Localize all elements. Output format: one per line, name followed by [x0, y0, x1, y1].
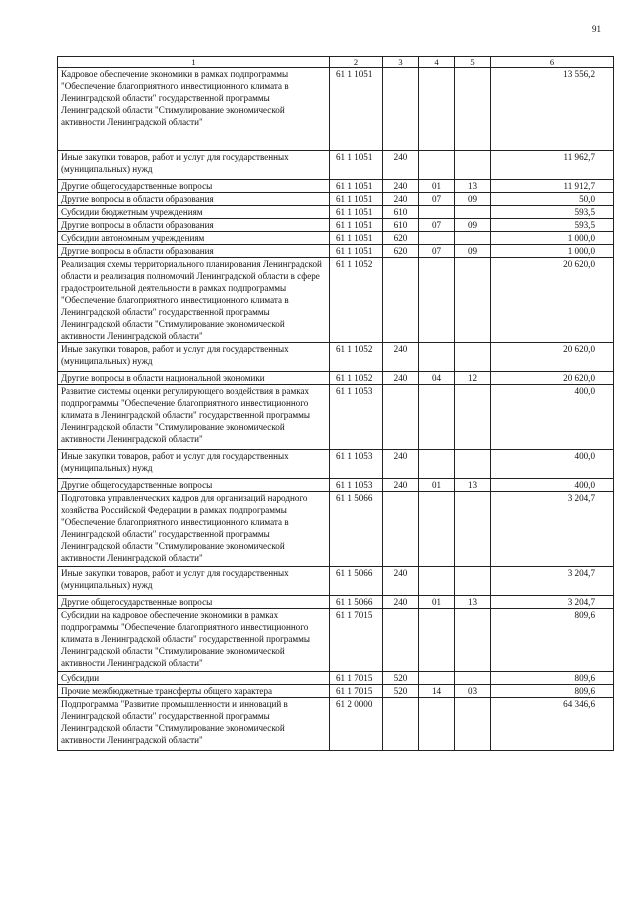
table-row	[58, 68, 614, 151]
table-row	[58, 492, 614, 567]
row-name-cell: Подпрограмма "Развитие промышленности и инноваций в Ленинградской области" государственной программы Ленинградской области "Стимулирование экономической активности Ленинградской области"	[58, 698, 330, 751]
row-csr-cell: 61 1 1051	[330, 68, 383, 151]
row-vr-cell: 240	[383, 180, 419, 193]
row-pr-cell	[455, 450, 491, 479]
row-csr-cell: 61 1 7015	[330, 609, 383, 672]
row-pr-cell: 13	[455, 596, 491, 609]
row-name-cell: Иные закупки товаров, работ и услуг для государственных (муниципальных) нужд	[58, 343, 330, 372]
row-csr-cell: 61 1 1051	[330, 232, 383, 245]
row-rz-cell	[419, 258, 455, 343]
row-vr-cell	[383, 258, 419, 343]
row-name-cell: Другие общегосударственные вопросы	[58, 596, 330, 609]
table-row	[58, 596, 614, 609]
row-rz-cell	[419, 68, 455, 151]
table-row	[58, 698, 614, 751]
row-pr-cell	[455, 492, 491, 567]
row-rz-cell: 04	[419, 372, 455, 385]
row-name-cell: Другие вопросы в области образования	[58, 193, 330, 206]
row-pr-cell	[455, 232, 491, 245]
row-rz-cell	[419, 206, 455, 219]
row-vr-cell	[383, 609, 419, 672]
row-pr-cell	[455, 151, 491, 180]
row-pr-cell: 13	[455, 479, 491, 492]
row-name-cell: Кадровое обеспечение экономики в рамках подпрограммы "Обеспечение благоприятного инвестиционного климата в Ленинградской области" государственной программы Ленинградской области "Стимулирование экономической активности Ленинградской области"	[58, 68, 330, 151]
row-rz-cell: 07	[419, 245, 455, 258]
row-vr-cell: 240	[383, 596, 419, 609]
row-name-cell: Иные закупки товаров, работ и услуг для государственных (муниципальных) нужд	[58, 567, 330, 596]
row-vr-cell: 240	[383, 450, 419, 479]
row-csr-cell: 61 1 7015	[330, 672, 383, 685]
table-row	[58, 206, 614, 219]
table-row	[58, 343, 614, 372]
row-csr-cell: 61 1 1052	[330, 258, 383, 343]
row-rz-cell	[419, 450, 455, 479]
row-csr-cell: 61 1 1052	[330, 372, 383, 385]
row-csr-cell: 61 1 1052	[330, 343, 383, 372]
row-name-cell: Субсидии автономным учреждениям	[58, 232, 330, 245]
row-csr-cell: 61 1 1051	[330, 206, 383, 219]
row-name-cell: Другие общегосударственные вопросы	[58, 180, 330, 193]
table-row	[58, 180, 614, 193]
row-csr-cell: 61 1 1053	[330, 479, 383, 492]
row-name-cell: Другие вопросы в области образования	[58, 219, 330, 232]
row-rz-cell	[419, 343, 455, 372]
row-csr-cell: 61 2 0000	[330, 698, 383, 751]
row-pr-cell	[455, 68, 491, 151]
table-row	[58, 450, 614, 479]
page-number: 91	[592, 24, 601, 34]
row-rz-cell: 14	[419, 685, 455, 698]
row-sum-cell: 400,0	[491, 385, 614, 450]
row-sum-cell: 593,5	[491, 206, 614, 219]
row-vr-cell	[383, 492, 419, 567]
row-rz-cell	[419, 385, 455, 450]
row-name-cell: Субсидии на кадровое обеспечение экономики в рамках подпрограммы "Обеспечение благоприятного инвестиционного климата в Ленинградской области" государственной программы Ленинградской области "Стимулирование экономической активности Ленинградской области"	[58, 609, 330, 672]
table-row	[58, 479, 614, 492]
row-name-cell: Иные закупки товаров, работ и услуг для государственных (муниципальных) нужд	[58, 450, 330, 479]
row-rz-cell: 01	[419, 479, 455, 492]
row-sum-cell: 13 556,2	[491, 68, 614, 151]
budget-table	[57, 56, 614, 751]
row-csr-cell: 61 1 1053	[330, 450, 383, 479]
table-row	[58, 219, 614, 232]
row-sum-cell: 3 204,7	[491, 567, 614, 596]
row-sum-cell: 3 204,7	[491, 492, 614, 567]
row-sum-cell: 50,0	[491, 193, 614, 206]
row-sum-cell: 400,0	[491, 479, 614, 492]
row-csr-cell: 61 1 1053	[330, 385, 383, 450]
row-vr-cell	[383, 385, 419, 450]
row-vr-cell: 610	[383, 206, 419, 219]
table-row	[58, 385, 614, 450]
row-rz-cell	[419, 609, 455, 672]
table-row	[58, 258, 614, 343]
row-pr-cell	[455, 206, 491, 219]
row-name-cell: Другие общегосударственные вопросы	[58, 479, 330, 492]
header-cell: 3	[383, 57, 419, 68]
row-rz-cell: 01	[419, 596, 455, 609]
row-csr-cell: 61 1 1051	[330, 245, 383, 258]
row-vr-cell: 240	[383, 343, 419, 372]
row-sum-cell: 20 620,0	[491, 372, 614, 385]
row-rz-cell	[419, 672, 455, 685]
row-name-cell: Субсидии бюджетным учреждениям	[58, 206, 330, 219]
row-vr-cell: 520	[383, 685, 419, 698]
row-pr-cell	[455, 609, 491, 672]
row-sum-cell: 11 912,7	[491, 180, 614, 193]
row-rz-cell	[419, 492, 455, 567]
row-pr-cell	[455, 698, 491, 751]
header-cell: 6	[491, 57, 614, 68]
row-vr-cell: 240	[383, 372, 419, 385]
row-name-cell: Субсидии	[58, 672, 330, 685]
row-pr-cell	[455, 567, 491, 596]
header-cell: 4	[419, 57, 455, 68]
row-csr-cell: 61 1 1051	[330, 180, 383, 193]
row-vr-cell: 610	[383, 219, 419, 232]
row-name-cell: Подготовка управленческих кадров для организаций народного хозяйства Российской Федерации в рамках подпрограммы "Обеспечение благоприятного инвестиционного климата в Ленинградской области" государственной программы Ленинградской области "Стимулирование экономической активности Ленинградской области"	[58, 492, 330, 567]
row-sum-cell: 20 620,0	[491, 343, 614, 372]
row-csr-cell: 61 1 1051	[330, 151, 383, 180]
row-sum-cell: 593,5	[491, 219, 614, 232]
header-cell: 1	[58, 57, 330, 68]
row-name-cell: Другие вопросы в области образования	[58, 245, 330, 258]
header-row	[58, 57, 614, 68]
row-vr-cell	[383, 68, 419, 151]
row-vr-cell: 240	[383, 479, 419, 492]
row-rz-cell	[419, 151, 455, 180]
table-row	[58, 672, 614, 685]
row-pr-cell	[455, 385, 491, 450]
row-rz-cell: 07	[419, 219, 455, 232]
table-row	[58, 232, 614, 245]
row-sum-cell: 11 962,7	[491, 151, 614, 180]
row-csr-cell: 61 1 5066	[330, 596, 383, 609]
row-rz-cell	[419, 232, 455, 245]
row-pr-cell: 12	[455, 372, 491, 385]
row-rz-cell	[419, 698, 455, 751]
table-row	[58, 685, 614, 698]
row-sum-cell: 400,0	[491, 450, 614, 479]
row-pr-cell: 13	[455, 180, 491, 193]
row-pr-cell: 09	[455, 193, 491, 206]
row-sum-cell: 1 000,0	[491, 245, 614, 258]
row-vr-cell: 240	[383, 193, 419, 206]
row-vr-cell: 620	[383, 232, 419, 245]
table-row	[58, 151, 614, 180]
row-pr-cell: 09	[455, 219, 491, 232]
row-csr-cell: 61 1 5066	[330, 567, 383, 596]
table-row	[58, 567, 614, 596]
header-cell: 5	[455, 57, 491, 68]
row-sum-cell: 809,6	[491, 672, 614, 685]
row-vr-cell: 240	[383, 567, 419, 596]
row-sum-cell: 20 620,0	[491, 258, 614, 343]
row-vr-cell: 240	[383, 151, 419, 180]
row-csr-cell: 61 1 5066	[330, 492, 383, 567]
table-row	[58, 245, 614, 258]
row-pr-cell	[455, 258, 491, 343]
row-rz-cell: 07	[419, 193, 455, 206]
row-sum-cell: 1 000,0	[491, 232, 614, 245]
row-vr-cell: 620	[383, 245, 419, 258]
row-name-cell: Иные закупки товаров, работ и услуг для государственных (муниципальных) нужд	[58, 151, 330, 180]
row-sum-cell: 809,6	[491, 685, 614, 698]
row-csr-cell: 61 1 7015	[330, 685, 383, 698]
row-sum-cell: 64 346,6	[491, 698, 614, 751]
row-csr-cell: 61 1 1051	[330, 219, 383, 232]
row-sum-cell: 809,6	[491, 609, 614, 672]
row-pr-cell: 09	[455, 245, 491, 258]
row-name-cell: Прочие межбюджетные трансферты общего характера	[58, 685, 330, 698]
row-vr-cell: 520	[383, 672, 419, 685]
row-pr-cell	[455, 343, 491, 372]
header-cell: 2	[330, 57, 383, 68]
row-pr-cell	[455, 672, 491, 685]
table-row	[58, 609, 614, 672]
row-pr-cell: 03	[455, 685, 491, 698]
row-name-cell: Реализация схемы территориального планирования Ленинградской области и реализация полномочий Ленинградской области в сфере градостроительной деятельности в рамках подпрограммы "Обеспечение благоприятного инвестиционного климата в Ленинградской области" государственной программы Ленинградской области "Стимулирование экономической активности Ленинградской области"	[58, 258, 330, 343]
row-vr-cell	[383, 698, 419, 751]
row-name-cell: Развитие системы оценки регулирующего воздействия в рамках подпрограммы "Обеспечение благоприятного инвестиционного климата в Ленинградской области" государственной программы Ленинградской области "Стимулирование экономической активности Ленинградской области"	[58, 385, 330, 450]
row-rz-cell: 01	[419, 180, 455, 193]
table-row	[58, 193, 614, 206]
row-rz-cell	[419, 567, 455, 596]
row-name-cell: Другие вопросы в области национальной экономики	[58, 372, 330, 385]
table-row	[58, 372, 614, 385]
row-sum-cell: 3 204,7	[491, 596, 614, 609]
row-csr-cell: 61 1 1051	[330, 193, 383, 206]
